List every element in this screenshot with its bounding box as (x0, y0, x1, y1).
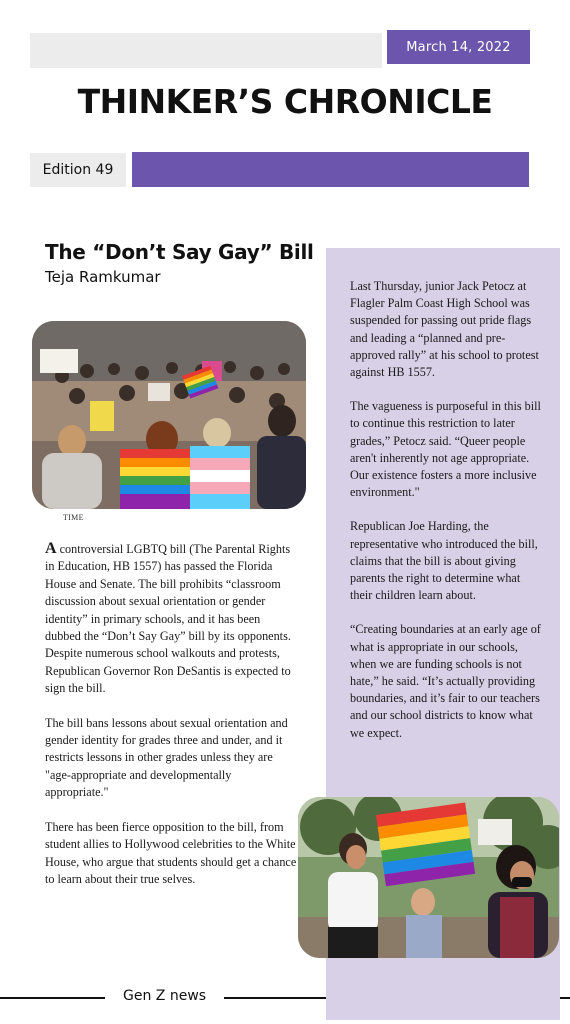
students-flag-photo (298, 797, 559, 958)
date-text: March 14, 2022 (406, 39, 511, 55)
body-paragraph: There has been fierce opposition to the bill, from student allies to Hollywood celebrities to the White House, who argue that students should get a chance to learn about their true selves. (45, 819, 297, 886)
body-paragraph: Last Thursday, junior Jack Petocz at Flagler Palm Coast High School was suspended for passing out pride flags and leading a “planned and pre-approved rally” at his school to protest against HB 1557. (350, 279, 539, 380)
article-title: The “Don’t Say Gay” Bill (45, 240, 314, 264)
lead-paragraph (45, 540, 297, 698)
date-badge (387, 30, 530, 64)
footer-label: Gen Z news (123, 988, 207, 1004)
masthead-title: THINKER’S CHRONICLE (77, 82, 493, 121)
right-column (350, 278, 542, 759)
photo-caption: TIME (63, 513, 84, 522)
left-column (45, 540, 297, 905)
lead-text: controversial LGBTQ bill (The Parental Rights in Education, HB 1557) has passed the Florida House and Senate. The bill prohibits “classroom discussion about sexual orientation or gender identity” in primary schools, and it has been dubbed the “Don’t Say Gay” bill by its opponents. Despite numerous school walkouts and protests, Republican Governor Ron DeSantis is expected to sign the bill. (45, 542, 291, 696)
body-paragraph: “Creating boundaries at an early age of what is appropriate in our schools, when we are funding schools is not hate,” he said. “It’s actually providing boundaries, and it’s fair to our teachers and our school districts to know what we expect. (350, 622, 541, 740)
header-gray-bar (30, 33, 382, 68)
drop-cap: A (45, 540, 57, 557)
edition-label: Edition 49 (30, 153, 126, 187)
edition-accent-bar (132, 152, 529, 187)
body-paragraph: Republican Joe Harding, the representative who introduced the bill, claims that the bill is about giving parents the right to determine what their children learn about. (350, 519, 538, 603)
article-author: Teja Ramkumar (45, 268, 161, 286)
protest-crowd-photo (32, 321, 306, 509)
footer-rule-edge (560, 997, 570, 999)
body-paragraph: The bill bans lessons about sexual orientation and gender identity for grades three and under, and it restricts lessons in other grades unless they are "age-appropriate and developmentally appropriate." (45, 715, 288, 800)
footer-rule-right (224, 997, 326, 999)
footer-rule-left (0, 997, 105, 999)
body-paragraph: The vagueness is purposeful in this bill to continue this restriction to later grades,” Petocz said. “Queer people aren't inherently not age appropriate. Our existence fosters a more inclusive environment." (350, 399, 541, 500)
